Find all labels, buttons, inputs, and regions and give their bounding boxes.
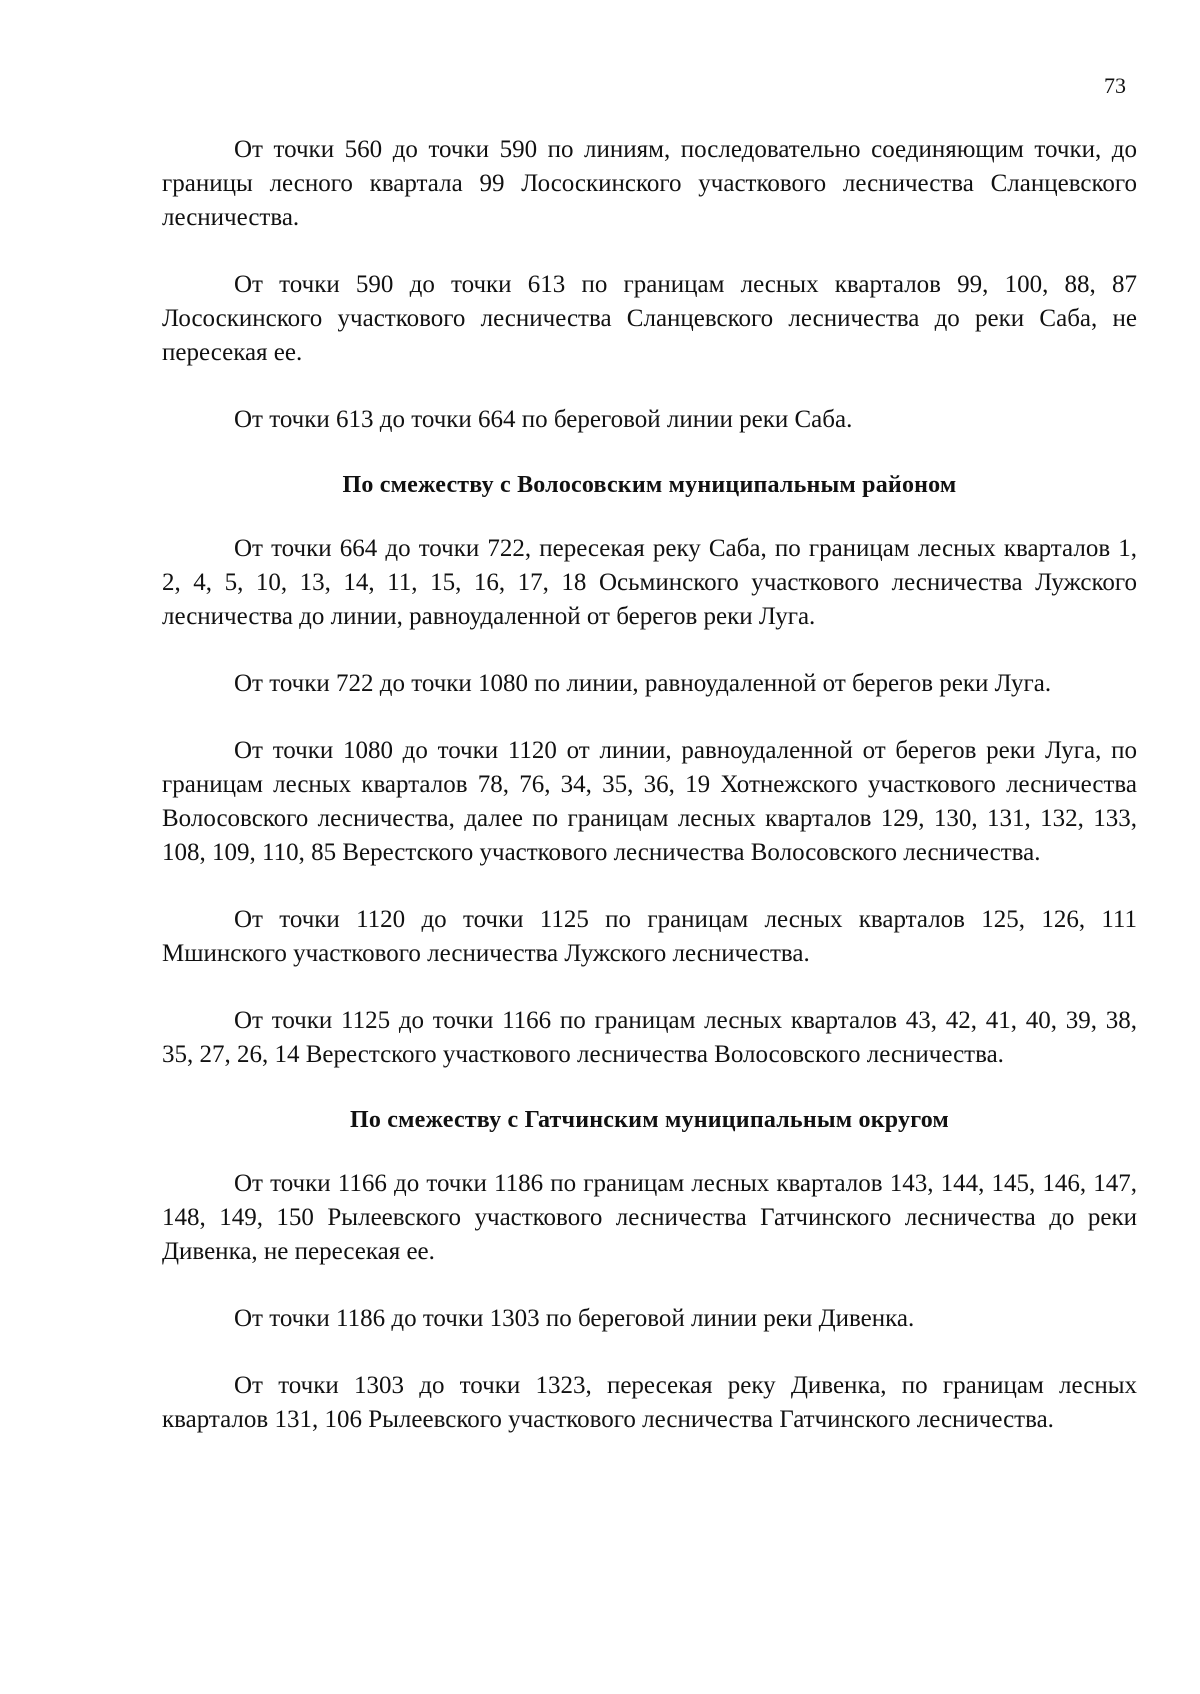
paragraph-points-722-1080: От точки 722 до точки 1080 по линии, равноудаленной от берегов реки Луга. xyxy=(234,670,1052,697)
paragraph-points-1080-1120: От точки 1080 до точки 1120 от линии, равноудаленной от берегов реки Луга, по границам лесных кварталов 78, 76, 34, 35, 36, 19 Хотнежского участкового лесничества Волосовского лесничества, далее по границам лесных кварталов 129, 130, 131, 132, 133, 108, 109, 110, 85 Верестского участкового лесничества Волосовского лесничества. xyxy=(162,737,1137,866)
paragraph-points-1303-1323: От точки 1303 до точки 1323, пересекая реку Дивенка, по границам лесных кварталов 131, 106 Рылеевского участкового лесничества Гатчинского лесничества. xyxy=(162,1372,1137,1433)
paragraph-points-613-664: От точки 613 до точки 664 по береговой линии реки Саба. xyxy=(234,406,853,433)
paragraph-points-1120-1125: От точки 1120 до точки 1125 по границам лесных кварталов 125, 126, 111 Мшинского участкового лесничества Лужского лесничества. xyxy=(162,906,1137,967)
section-heading-volosovsky: По смежеству с Волосовским муниципальным районом xyxy=(342,472,957,498)
paragraph-points-1125-1166: От точки 1125 до точки 1166 по границам лесных кварталов 43, 42, 41, 40, 39, 38, 35, 27, 26, 14 Верестского участкового лесничества Волосовского лесничества. xyxy=(162,1007,1137,1068)
section-heading-gatchinsky: По смежеству с Гатчинским муниципальным округом xyxy=(350,1107,949,1133)
paragraph-points-1166-1186: От точки 1166 до точки 1186 по границам лесных кварталов 143, 144, 145, 146, 147, 148, 149, 150 Рылеевского участкового лесничества Гатчинского лесничества до реки Дивенка, не пересекая ее. xyxy=(162,1170,1137,1265)
page-number: 73 xyxy=(1104,73,1126,98)
paragraph-points-1186-1303: От точки 1186 до точки 1303 по береговой линии реки Дивенка. xyxy=(234,1305,915,1332)
paragraph-points-560-590: От точки 560 до точки 590 по линиям, последовательно соединяющим точки, до границы лесного квартала 99 Лососкинского участкового лесничества Сланцевского лесничества. xyxy=(162,136,1137,231)
document-body xyxy=(162,133,1137,1470)
paragraph-points-590-613: От точки 590 до точки 613 по границам лесных кварталов 99, 100, 88, 87 Лососкинского участкового лесничества Сланцевского лесничества до реки Саба, не пересекая ее. xyxy=(162,271,1137,366)
paragraph-points-664-722: От точки 664 до точки 722, пересекая реку Саба, по границам лесных кварталов 1, 2, 4, 5, 10, 13, 14, 11, 15, 16, 17, 18 Осьминского участкового лесничества Лужского лесничества до линии, равноудаленной от берегов реки Луга. xyxy=(162,535,1137,630)
